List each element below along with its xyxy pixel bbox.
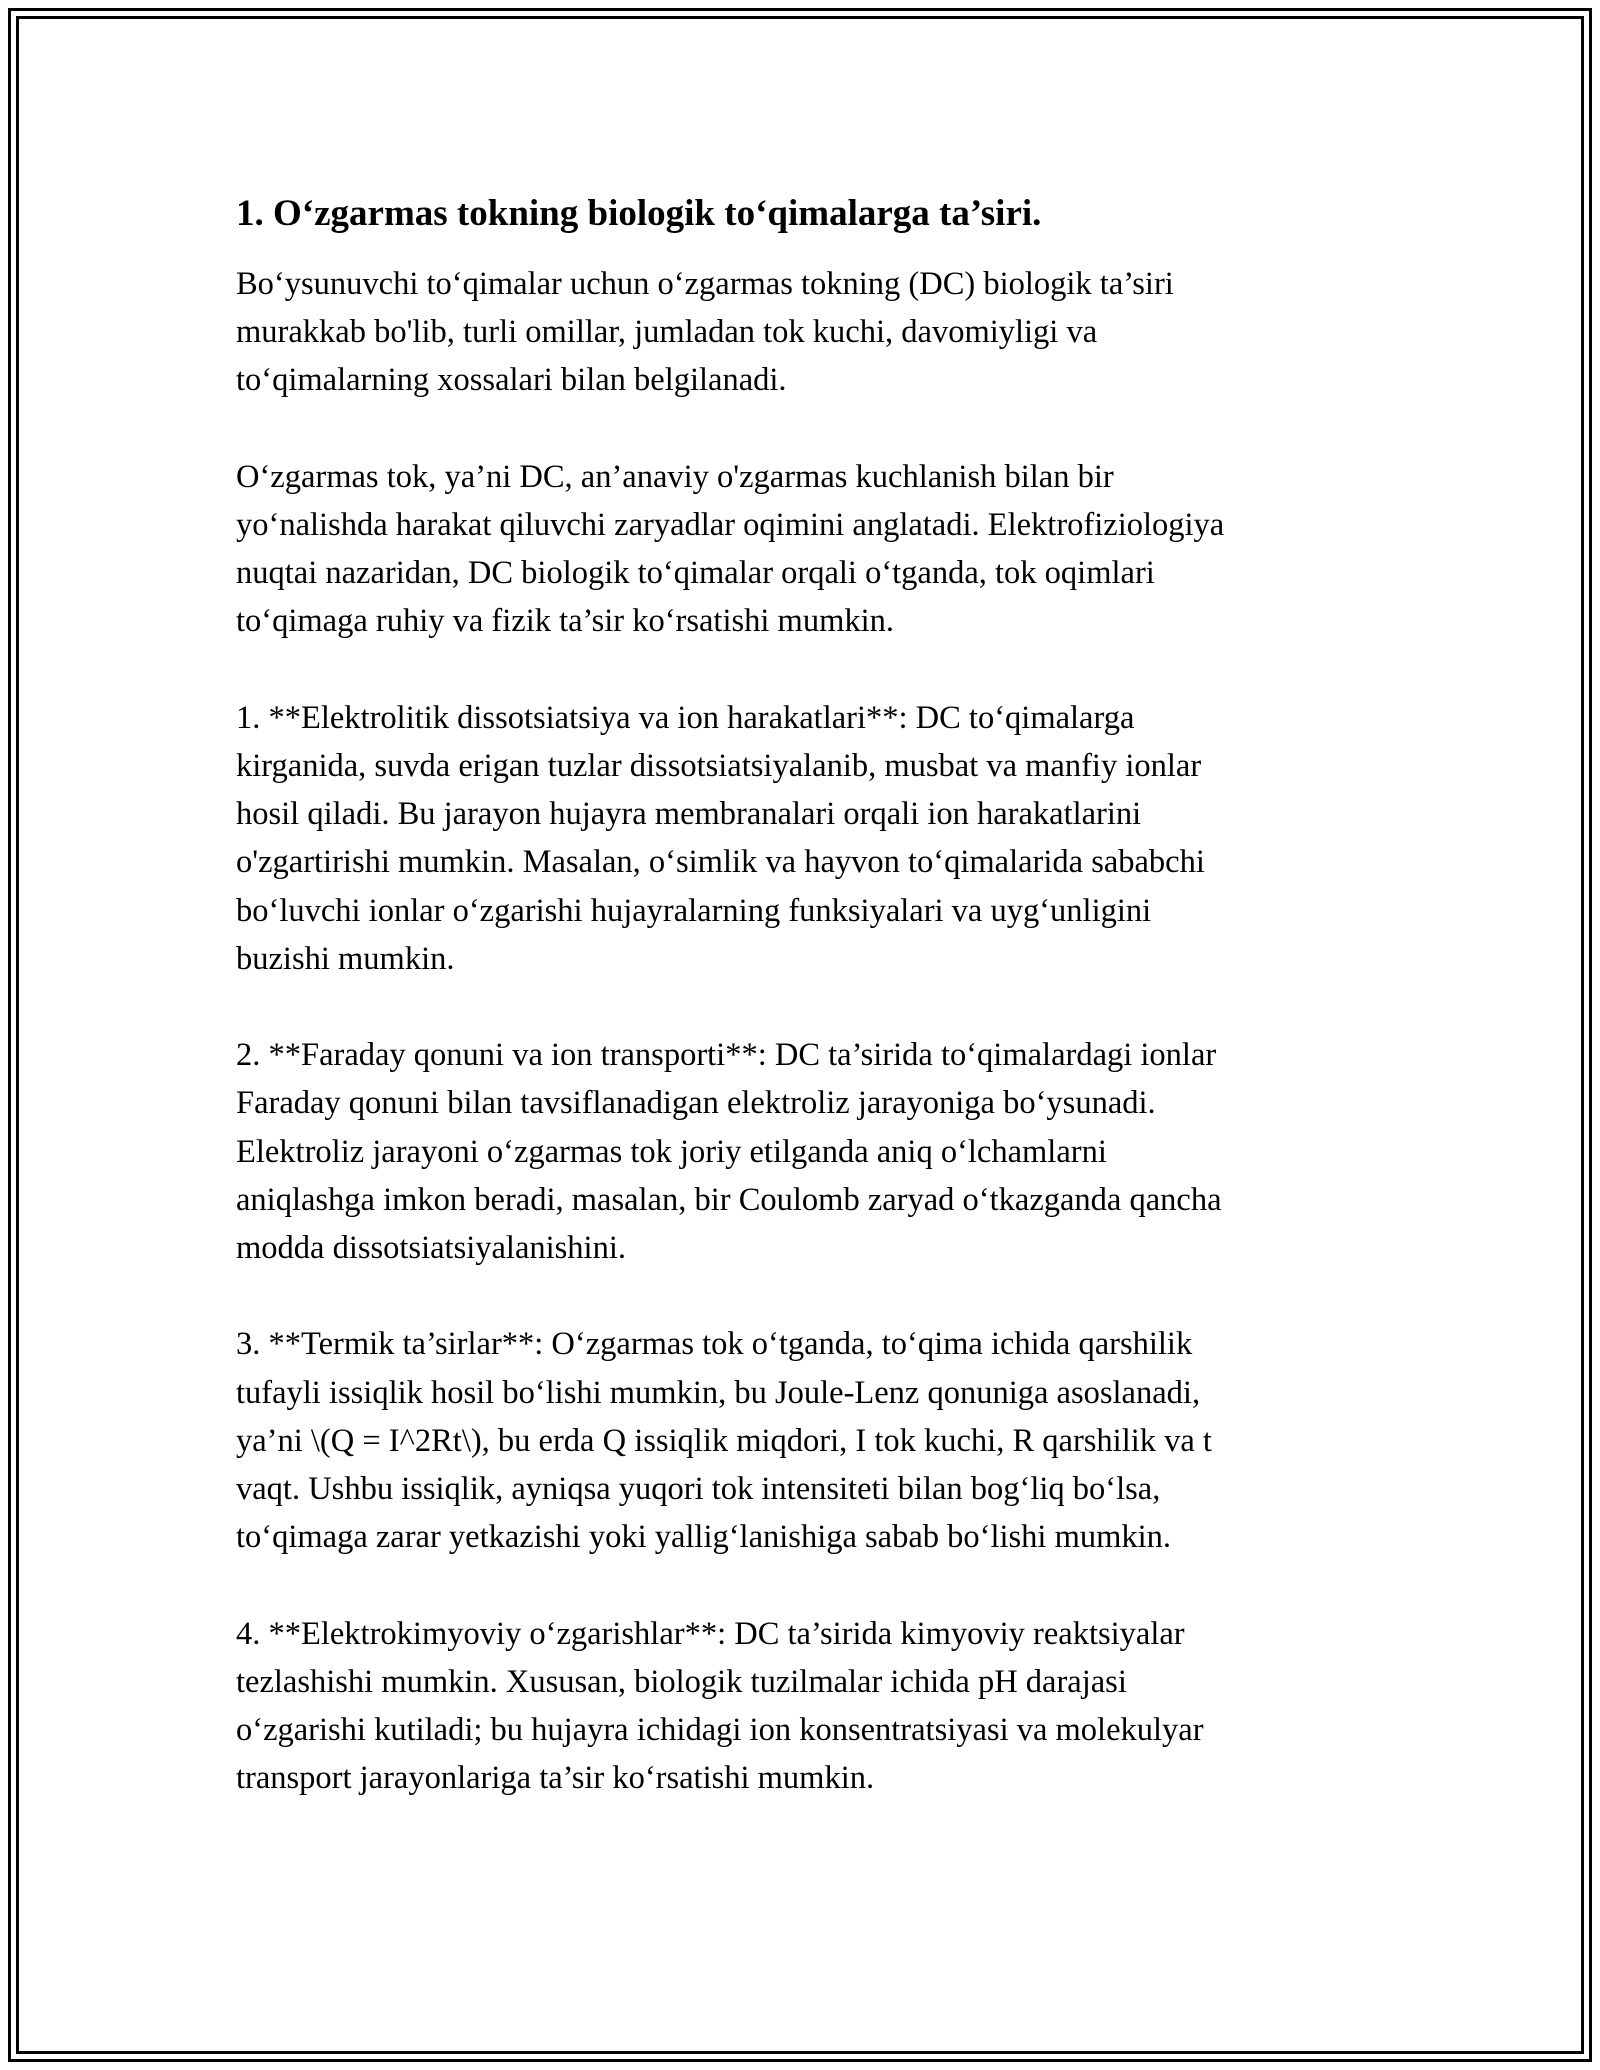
list-item-electrochemical-changes: 4. **Elektrokimyoviy o‘zgarishlar**: DC ta’sirida kimyoviy reaktsiyalar tezlashishi mumkin. Xususan, biologik tuzilmalar ichida pH darajasi o‘zgarishi kutiladi; bu hujayra ichidagi ion konsentratsiyasi va molekulyar transport jarayonlariga ta’sir ko‘rsatishi mumkin. xyxy=(236,1615,1204,1797)
page-title: 1. O‘zgarmas tokning biologik to‘qimalarga ta’siri. xyxy=(236,193,1042,234)
paragraph-intro: Bo‘ysunuvchi to‘qimalar uchun o‘zgarmas tokning (DC) biologik ta’siri murakkab bo'lib, turli omillar, jumladan tok kuchi, davomiyligi va to‘qimalarning xossalari bilan belgilanadi. xyxy=(236,266,1174,399)
list-item-faraday-law: 2. **Faraday qonuni va ion transporti**: DC ta’sirida to‘qimalardagi ionlar Faraday qonuni bilan tavsiflanadigan elektroliz jarayoniga bo‘ysunadi. Elektroliz jarayoni o‘zgarmas tok joriy etilganda aniq o‘lchamlarni aniqlashga imkon beradi, masalan, bir Coulomb zaryad o‘tkazganda qancha modda dissotsiatsiyalanishini. xyxy=(236,1037,1222,1267)
list-item-thermal-effects: 3. **Termik ta’sirlar**: O‘zgarmas tok o‘tganda, to‘qima ichida qarshilik tufayli issiqlik hosil bo‘lishi mumkin, bu Joule-Lenz qonuniga asoslanadi, ya’ni \(Q = I^2Rt\), bu erda Q issiqlik miqdori, I tok kuchi, R qarshilik va t vaqt. Ushbu issiqlik, ayniqsa yuqori tok intensiteti bilan bog‘liq bo‘lsa, to‘qimaga zarar yetkazishi yoki yallig‘lanishiga sabab bo‘lishi mumkin. xyxy=(236,1326,1212,1556)
document-body xyxy=(236,186,1366,1851)
list-item-electrolytic-dissociation: 1. **Elektrolitik dissotsiatsiya va ion harakatlari**: DC to‘qimalarga kirganida, suvda erigan tuzlar dissotsiatsiyalanib, musbat va manfiy ionlar hosil qiladi. Bu jarayon hujayra membranalari orqali ion harakatlarini o'zgartirishi mumkin. Masalan, o‘simlik va hayvon to‘qimalarida sababchi bo‘luvchi ionlar o‘zgarishi hujayralarning funksiyalari va uyg‘unligini buzishi mumkin. xyxy=(236,699,1205,977)
paragraph-definition: O‘zgarmas tok, ya’ni DC, an’anaviy o'zgarmas kuchlanish bilan bir yo‘nalishda harakat qiluvchi zaryadlar oqimini anglatadi. Elektrofiziologiya nuqtai nazaridan, DC biologik to‘qimalar orqali o‘tganda, tok oqimlari to‘qimaga ruhiy va fizik ta’sir ko‘rsatishi mumkin. xyxy=(236,458,1225,640)
